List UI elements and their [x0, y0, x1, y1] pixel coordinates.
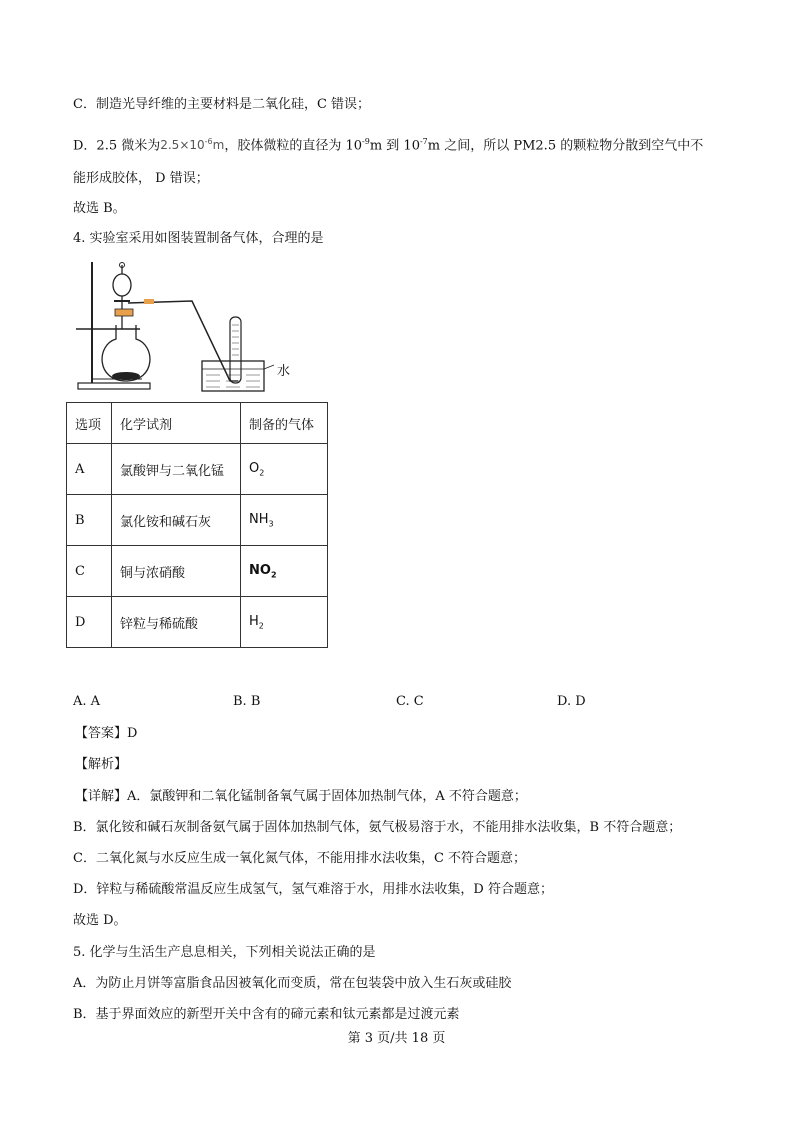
apparatus-diagram	[70, 257, 300, 397]
choice-d: D. D	[557, 694, 586, 709]
table-header-row	[67, 403, 328, 444]
conclusion-previous: 故选 B。	[73, 201, 126, 216]
option-label: C	[67, 546, 112, 597]
option-label: D	[67, 597, 112, 648]
gas-formula: $O_2$	[241, 444, 328, 495]
rubber-stopper	[115, 309, 133, 316]
collecting-tube	[230, 317, 241, 383]
gas-formula: $NH_3$	[241, 495, 328, 546]
reagent: 氯酸钾与二氧化锰	[112, 444, 241, 495]
stand-base	[78, 383, 150, 389]
header-option: 选项	[67, 403, 112, 444]
table-row	[67, 597, 328, 648]
option-d-explanation-cont: 能形成胶体， D 错误；	[73, 171, 209, 186]
gas-formula: $H_2$	[241, 597, 328, 648]
choice-a: A. A	[73, 694, 101, 709]
question-5-stem: 5. 化学与生活生产息息相关，下列相关说法正确的是	[73, 945, 376, 960]
detail-c: C．二氧化氮与水反应生成一氧化氮气体，不能用排水法收集，C 不符合题意；	[73, 851, 527, 866]
water-trough	[202, 361, 264, 391]
question-5-option-a: A．为防止月饼等富脂食品因被氧化而变质，常在包装袋中放入生石灰或硅胶	[73, 976, 512, 991]
header-gas: 制备的气体	[241, 403, 328, 444]
gas-formula: $NO_2$	[241, 546, 328, 597]
water-label: 水	[277, 364, 291, 379]
question-5-option-b: B．基于界面效应的新型开关中含有的碲元素和钛元素都是过渡元素	[73, 1007, 460, 1022]
table-row	[67, 444, 328, 495]
page-footer: 第 3 页/共 18 页	[347, 1031, 446, 1046]
analysis-heading: 【解析】	[75, 757, 128, 772]
solid-reactant	[112, 372, 140, 380]
option-label: B	[67, 495, 112, 546]
option-d-explanation: D．2.5 微米为$2.5\times 10^{-6}m$，胶体微粒的直径为 $10^{-9}m$ 到 $10^{-7}m$ 之间，所以 PM2.5 的颗粒物分散到空气中不	[73, 137, 704, 154]
detail-b: B．氯化铵和碱石灰制备氨气属于固体加热制气体，氨气极易溶于水，不能用排水法收集，B 不符合题意；	[73, 820, 682, 835]
choice-c: C. C	[396, 694, 424, 709]
formula: $2.5\times 10^{-6}m$	[160, 137, 225, 153]
choice-b: B. B	[233, 694, 261, 709]
header-reagent: 化学试剂	[112, 403, 241, 444]
reagent: 锌粒与稀硫酸	[112, 597, 241, 648]
table-row	[67, 495, 328, 546]
detail-d: D．锌粒与稀硫酸常温反应生成氢气，氢气难溶于水，用排水法收集，D 符合题意；	[73, 882, 553, 897]
answer: 【答案】D	[75, 726, 138, 741]
options-table	[66, 402, 328, 648]
detail-a: 【详解】A．氯酸钾和二氧化锰制备氧气属于固体加热制气体，A 不符合题意；	[75, 789, 527, 804]
reagent: 铜与浓硝酸	[112, 546, 241, 597]
question-4-stem: 4. 实验室采用如图装置制备气体，合理的是	[73, 231, 324, 246]
table-row	[67, 546, 328, 597]
reagent: 氯化铵和碱石灰	[112, 495, 241, 546]
conclusion: 故选 D。	[73, 913, 127, 928]
option-c-explanation: C．制造光导纤维的主要材料是二氧化硅，C 错误；	[73, 97, 371, 112]
option-label: A	[67, 444, 112, 495]
dropping-funnel	[113, 274, 131, 296]
